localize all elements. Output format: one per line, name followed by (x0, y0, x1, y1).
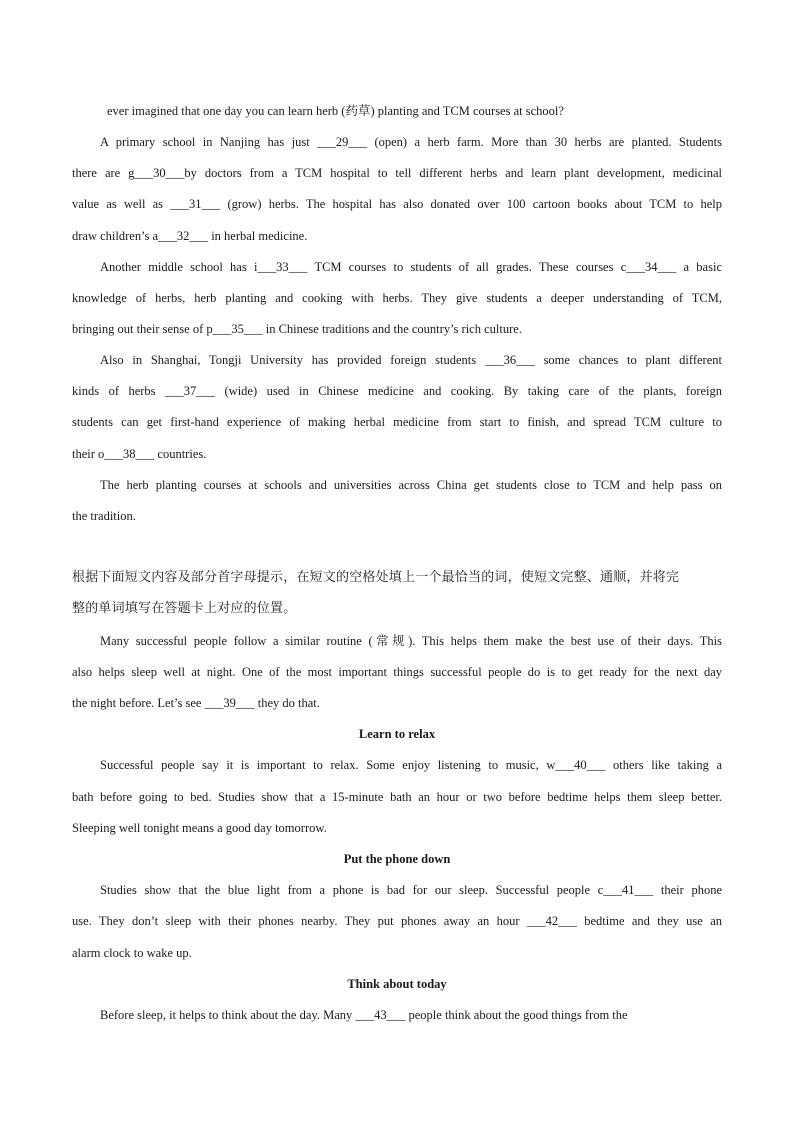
passage1-line: value as well as ___31___ (grow) herbs. The hospital has also donated over 100 cartoon books about TCM to help (72, 197, 722, 211)
passage1-line: Another middle school has i___33___ TCM courses to students of all grades. These courses c___34___ a basic (100, 260, 722, 274)
passage2-line: alarm clock to wake up. (72, 946, 192, 960)
passage1-line: knowledge of herbs, herb planting and cooking with herbs. They give students a deeper understanding of TCM, (72, 291, 722, 305)
passage2-line: Studies show that the blue light from a phone is bad for our sleep. Successful people c___41___ their phone (100, 883, 722, 897)
passage2-line: Many successful people follow a similar routine (常规). This helps them make the best use of their days. This (100, 634, 722, 648)
section-heading-learn-to-relax: Learn to relax (358, 727, 436, 741)
instructions-line: 整的单词填写在答题卡上对应的位置。 (72, 601, 297, 616)
passage2-line: Before sleep, it helps to think about the day. Many ___43___ people think about the good things from the (100, 1008, 628, 1022)
passage2-line: bath before going to bed. Studies show that a 15-minute bath an hour or two before bedtime helps them sleep better. (72, 790, 722, 804)
passage1-line: the tradition. (72, 509, 136, 523)
section-heading-think-about-today: Think about today (347, 977, 447, 991)
passage2-line: the night before. Let’s see ___39___ they do that. (72, 696, 320, 710)
passage2-line: Sleeping well tonight means a good day tomorrow. (72, 821, 327, 835)
instructions-line: 根据下面短文内容及部分首字母提示，在短文的空格处填上一个最恰当的词，使短文完整、通顺，并将完 (72, 570, 680, 585)
passage1-line: kinds of herbs ___37___ (wide) used in Chinese medicine and cooking. By taking care of the plants, foreign (72, 384, 722, 398)
passage1-line: The herb planting courses at schools and universities across China get students close to TCM and help pass on (100, 478, 722, 492)
passage1-line: Also in Shanghai, Tongji University has provided foreign students ___36___ some chances to plant different (100, 353, 722, 367)
passage1-line: A primary school in Nanjing has just ___29___ (open) a herb farm. More than 30 herbs are planted. Students (100, 135, 722, 149)
passage1-line: their o___38___ countries. (72, 447, 207, 461)
passage2-line: Successful people say it is important to relax. Some enjoy listening to music, w___40___ others like taking a (100, 758, 722, 772)
passage1-line: there are g___30___by doctors from a TCM hospital to tell different herbs and learn plant development, medicinal (72, 166, 722, 180)
passage1-line: students can get first-hand experience of making herbal medicine from start to finish, and spread TCM culture to (72, 415, 722, 429)
section-heading-put-the-phone-down: Put the phone down (343, 852, 451, 866)
passage1-line: ever imagined that one day you can learn herb (药草) planting and TCM courses at school? (107, 104, 564, 118)
passage1-line: draw children’s a___32___ in herbal medicine. (72, 229, 308, 243)
passage2-line: use. They don’t sleep with their phones nearby. They put phones away an hour ___42___ bedtime and they use an (72, 914, 722, 928)
passage2-line: also helps sleep well at night. One of the most important things successful people do is to get ready for the next day (72, 665, 722, 679)
passage1-line: bringing out their sense of p___35___ in Chinese traditions and the country’s rich culture. (72, 322, 522, 336)
